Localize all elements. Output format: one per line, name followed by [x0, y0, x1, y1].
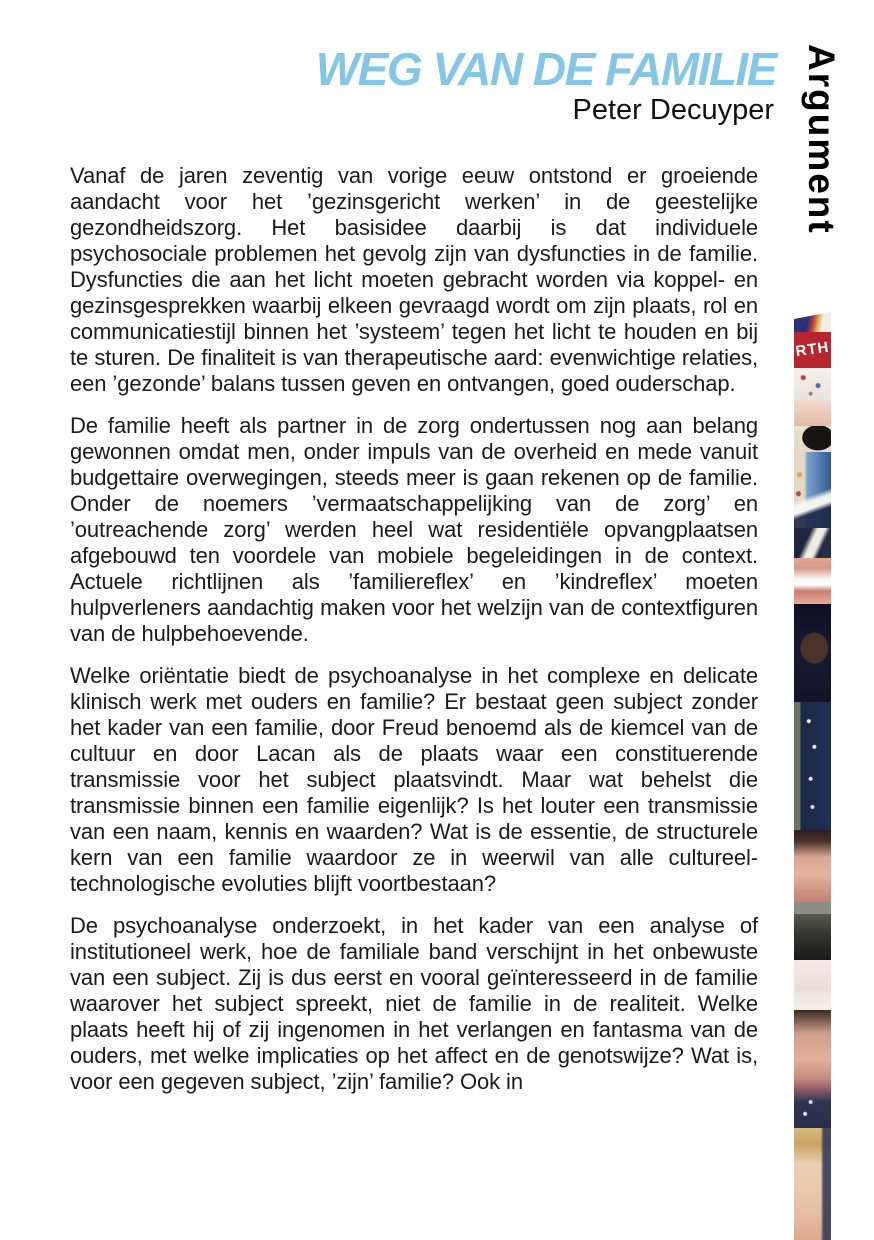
paragraph-4: De psychoanalyse onderzoekt, in het kader van een analyse of institutioneel werk, hoe de familiale band verschijnt in het onbewuste van een subject. Zij is dus eerst en vooral geïnteresseerd in de familie waarover het subject spreekt, niet de familie in de realiteit. Welke plaats heeft hij of zij ingenomen in het verlangen en fantasma van de ouders, met welke implicaties op het affect en de genotswijze? Wat is, voor een gegeven subject, ’zijn’ familie? Ook in: [70, 913, 758, 1094]
author-name: Peter Decuyper: [572, 94, 774, 126]
photo-fragment-lace-fabric: [794, 960, 831, 1010]
photo-fragment-dark-portrait: [794, 604, 831, 702]
photo-fragment-collage-top: [794, 312, 831, 332]
photo-fragment-child-face: [794, 400, 831, 426]
page-title: WEG VAN DE FAMILIE: [315, 43, 776, 95]
photo-fragment-smiling-woman-with-glasses: [794, 1010, 831, 1128]
section-label-vertical: Argument: [801, 44, 842, 235]
photo-fragment-blond-child: [794, 1128, 831, 1240]
photo-fragment-woman-with-glasses: [794, 830, 831, 902]
banner-text: RTH: [794, 338, 831, 361]
article-body: [70, 163, 758, 1111]
paragraph-3: Welke oriëntatie biedt de psychoanalyse in het complexe en delicate klinisch werk met ouders en familie? Er bestaat geen subject zonder het kader van een familie, door Freud benoemd als de kiemcel van de cultuur en door Lacan als de plaats waar een constituerende transmissie voor het subject plaatsvindt. Maar wat behelst die transmissie binnen een familie eigenlijk? Is het louter een transmissie van een naam, kennis en waarden? Wat is de essentie, de structurele kern van een familie waardoor ze in weerwil van alle cultureel-technologische evoluties blijft voortbestaan?: [70, 663, 758, 896]
paragraph-2: De familie heeft als partner in de zorg ondertussen nog aan belang gewonnen omdat men, onder impuls van de overheid en mede vanuit budgettaire overwegingen, steeds meer is gaan rekenen op de familie. Onder de noemers ’vermaatschappelijking van de zorg’ en ’outreachende zorg’ werden heel wat residentiële opvangplaatsen afgebouwd ten voordele van mobiele begeleidingen in de context. Actuele richtlijnen als ’familiereflex’ en ’kindreflex’ moeten hulpverleners aandachtig maken voor het welzijn van de contextfiguren van de hulpbehoevende.: [70, 413, 758, 646]
photo-strip-collage: [794, 312, 831, 1240]
photo-fragment-diagonal-stripe: [794, 528, 831, 558]
paragraph-1: Vanaf de jaren zeventig van vorige eeuw ontstond er groeiende aandacht voor het ’gezinsgericht werken’ in de geestelijke gezondheidszorg. Het basisidee daarbij is dat individuele psychosociale problemen het gevolg zijn van dysfuncties in de familie. Dysfuncties die aan het licht moeten gebracht worden via koppel- en gezinsgesprekken waarbij elkeen gevraagd wordt om zijn plaats, rol en communicatiestijl binnen het ’systeem’ tegen het licht te houden en bij te sturen. De finaliteit is van therapeutische aard: evenwichtige relaties, een ’gezonde’ balans tussen geven en ontvangen, goed ouderschap.: [70, 163, 758, 396]
photo-fragment-confetti: [794, 368, 831, 400]
photo-fragment-dark-green-fragment: [794, 914, 831, 960]
photo-fragment-gray-band: [794, 902, 831, 914]
photo-fragment-black-wedge: [794, 426, 831, 452]
photo-fragment-sequin-dress: [794, 702, 831, 830]
photo-fragment-child-in-blue: [794, 452, 831, 528]
photo-fragment-smiling-mouth: [794, 558, 831, 604]
photo-fragment-birthday-banner: [794, 332, 831, 368]
